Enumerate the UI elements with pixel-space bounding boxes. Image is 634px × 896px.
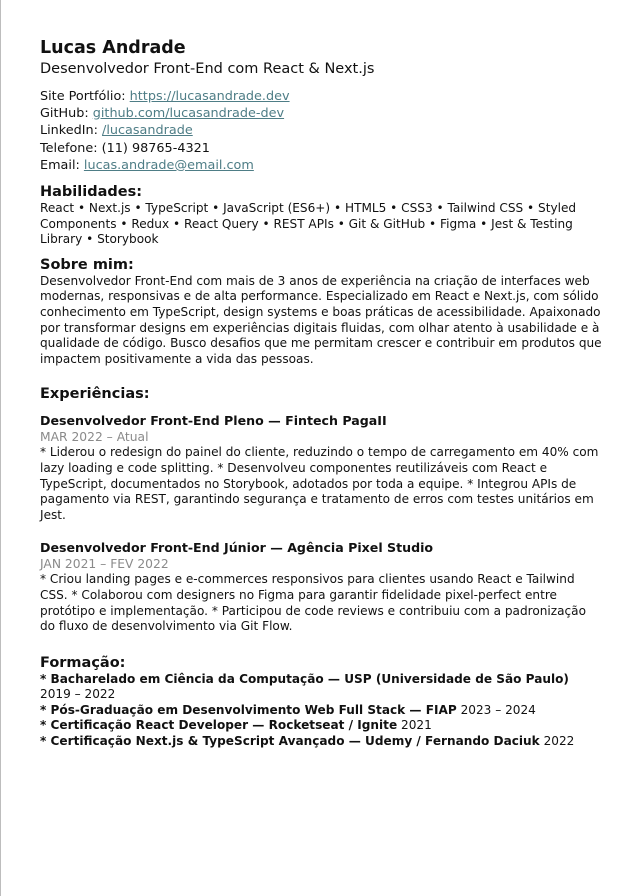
- education-dates: 2019 – 2022: [40, 687, 116, 702]
- about-section: [40, 256, 602, 368]
- education-dates: 2021: [401, 718, 432, 733]
- contact-email: [40, 157, 602, 174]
- about-title: Sobre mim:: [40, 256, 134, 273]
- contact-linkedin: [40, 122, 602, 139]
- candidate-subtitle: Desenvolvedor Front-End com React & Next.js: [40, 61, 375, 77]
- portfolio-link[interactable]: https://lucasandrade.dev: [129, 89, 290, 104]
- education-name: * Pós-Graduação em Desenvolvimento Web Full Stack — FIAP: [40, 702, 457, 717]
- phone-label: Telefone:: [40, 140, 98, 156]
- education-item: [40, 734, 602, 750]
- education-dates: 2023 – 2024: [460, 702, 536, 717]
- contact-portfolio: [40, 88, 602, 105]
- portfolio-label: Site Portfólio:: [40, 89, 126, 104]
- linkedin-link[interactable]: /lucasandrade: [102, 123, 193, 139]
- education-dates: 2022: [543, 734, 575, 749]
- github-link[interactable]: github.com/lucasandrade-dev: [92, 106, 285, 122]
- education-section: [40, 654, 602, 750]
- skills-text: React • Next.js • TypeScript • JavaScript (ES6+) • HTML5 • CSS3 • Tailwind CSS • Styled Components • Redux • React Query • REST APIs • Git & GitHub • Figma • Jest & Testing Library • Storybook: [40, 201, 577, 247]
- job-dates: MAR 2022 – Atual: [40, 430, 149, 445]
- email-link[interactable]: lucas.andrade@email.com: [83, 157, 254, 173]
- education-name: * Bacharelado em Ciência da Computação — USP (Universidade de São Paulo): [40, 671, 569, 686]
- candidate-name: Lucas Andrade: [40, 38, 186, 58]
- skills-section: [40, 183, 602, 248]
- github-label: GitHub:: [40, 106, 89, 122]
- contact-block: [40, 88, 602, 174]
- job-entry: [40, 413, 602, 523]
- education-title: Formação:: [40, 654, 126, 671]
- job-title: Desenvolvedor Front-End Júnior — Agência Pixel Studio: [40, 540, 434, 556]
- contact-phone: [40, 140, 602, 157]
- job-description: * Liderou o redesign do painel do cliente, reduzindo o tempo de carregamento em 40% com lazy loading e code splitting. * Desenvolveu componentes reutilizáveis com React e TypeScript, documentados no Storybook, adotados por toda a equipe. * Integrou APIs de pagamento via REST, garantindo segurança e tratamento de erros com testes unitários em Jest.: [40, 445, 599, 522]
- job-title: Desenvolvedor Front-End Pleno — Fintech PagaII: [40, 413, 387, 429]
- page-edge: [0, 0, 1, 896]
- experience-section: [40, 385, 602, 634]
- email-label: Email:: [40, 157, 80, 173]
- about-text: Desenvolvedor Front-End com mais de 3 anos de experiência na criação de interfaces web modernas, responsivas e de alta performance. Especializado em React e Next.js, com sólido conhecimento em TypeScript, design systems e boas práticas de acessibilidade. Apaixonado por transformar designs em experiências digitais fluidas, com olhar atento à usabilidade e à qualidade de código. Busco desafios que me permitam crescer e contribuir em produtos que impactem positivamente a vida das pessoas.: [40, 273, 602, 366]
- job-description: * Criou landing pages e e-commerces responsivos para clientes usando React e Tailwind CSS. * Colaborou com designers no Figma para garantir fidelidade pixel-perfect entre protótipo e implementação. * Participou de code reviews e contribuiu com a padronização do fluxo de desenvolvimento via Git Flow.: [40, 572, 586, 634]
- education-item: [40, 672, 602, 703]
- skills-title: Habilidades:: [40, 184, 143, 201]
- phone-value: (11) 98765-4321: [101, 140, 210, 156]
- education-name: * Certificação React Developer — Rocketseat / Ignite: [40, 718, 398, 733]
- education-name: * Certificação Next.js & TypeScript Avançado — Udemy / Fernando Daciuk: [40, 734, 540, 749]
- linkedin-label: LinkedIn:: [40, 123, 98, 139]
- experience-title: Experiências:: [40, 386, 150, 403]
- job-entry: [40, 540, 602, 634]
- education-item: [40, 703, 602, 719]
- education-item: [40, 718, 602, 734]
- resume-page: [40, 37, 602, 750]
- job-dates: JAN 2021 – FEV 2022: [40, 557, 169, 572]
- contact-github: [40, 105, 602, 122]
